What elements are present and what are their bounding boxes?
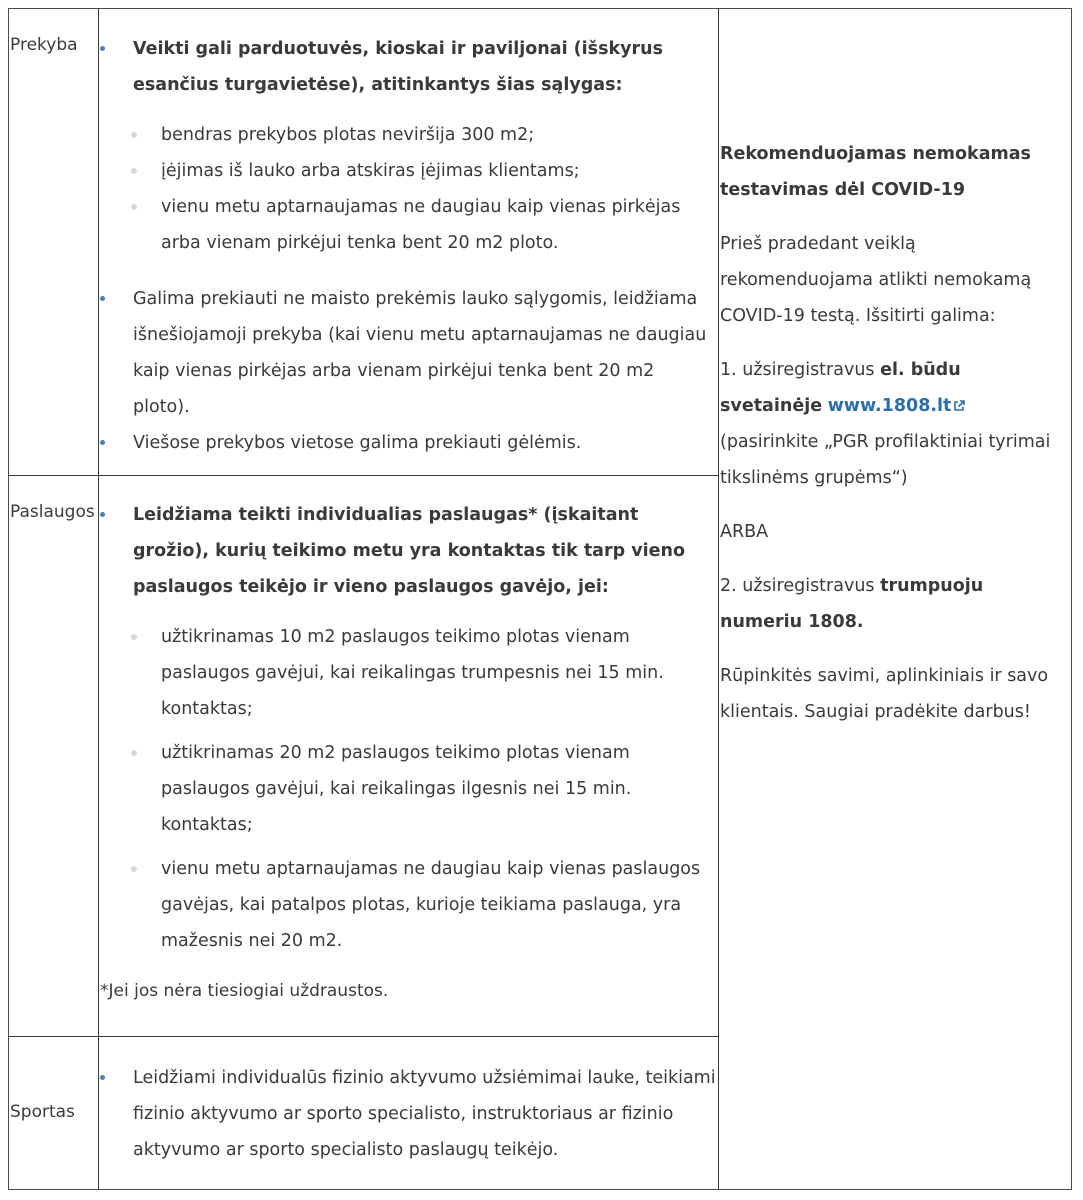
side-content: [720, 136, 1060, 730]
option-1-prefix: 1. užsiregistravus: [720, 360, 881, 380]
option-2-bold: trumpuoju numeriu 1808.: [720, 576, 984, 632]
prekyba-sub-2: įėjimas iš lauko arba atskiras įėjimas klientams;: [161, 161, 580, 181]
list-item: [100, 281, 716, 425]
bullet-icon: [100, 440, 105, 445]
sub-bullet-icon: [131, 168, 137, 174]
prekyba-sub-1: bendras prekybos plotas neviršija 300 m2;: [161, 125, 535, 145]
list-item: [100, 851, 716, 959]
paslaugos-main-text: Leidžiama teikti individualias paslaugas* (įskaitant grožio), kurių teikimo metu yra kontaktas tik tarp vieno paslaugos teikėjo ir vieno paslaugos gavėjo, jei:: [133, 505, 686, 597]
bullet-icon: [100, 296, 105, 301]
list-item: [100, 425, 716, 461]
sub-bullet-icon: [131, 132, 137, 138]
category-prekyba: Prekyba: [10, 35, 78, 55]
category-sportas: Sportas: [10, 1102, 75, 1122]
paslaugos-content: [100, 497, 716, 1009]
list-item: [100, 619, 716, 727]
prekyba-sub-3: vienu metu aptarnaujamas ne daugiau kaip vienas pirkėjas arba vienam pirkėjui tenka bent 20 m2 ploto.: [161, 197, 681, 253]
list-item: [100, 497, 716, 605]
row-divider-1: [8, 475, 719, 476]
bullet-icon: [100, 46, 105, 51]
sub-bullet-icon: [131, 634, 137, 640]
paslaugos-sub-3: vienu metu aptarnaujamas ne daugiau kaip vienas paslaugos gavėjas, kai patalpos plotas, kurioje teikiama paslauga, yra mažesnis nei 20 m2.: [161, 859, 701, 951]
prekyba-main-text: Veikti gali parduotuvės, kioskai ir paviljonai (išskyrus esančius turgavietėse), atitinkantys šias sąlygas:: [133, 39, 664, 95]
list-item: [100, 735, 716, 843]
side-heading: Rekomenduojamas nemokamas testavimas dėl COVID-19: [720, 144, 1031, 200]
list-item: [100, 31, 716, 103]
paslaugos-sub-1: užtikrinamas 10 m2 paslaugos teikimo plotas vienam paslaugos gavėjui, kai reikalingas trumpesnis nei 15 min. kontaktas;: [161, 627, 664, 719]
paslaugos-sub-2: užtikrinamas 20 m2 paslaugos teikimo plotas vienam paslaugos gavėjui, kai reikalingas ilgesnis nei 15 min. kontaktas;: [161, 743, 632, 835]
sub-bullet-icon: [131, 866, 137, 872]
column-divider-right: [718, 8, 719, 1190]
list-item: [100, 189, 716, 261]
side-option-1: [720, 352, 1060, 496]
prekyba-content: [100, 31, 716, 461]
column-divider-left: [98, 8, 99, 1190]
sportas-bullet: Leidžiami individualūs fizinio aktyvumo užsiėmimai lauke, teikiami fizinio aktyvumo ar sporto specialisto, instruktoriaus ar fizinio aktyvumo ar sporto specialisto paslaugų teikėjo.: [133, 1068, 716, 1160]
side-intro: Prieš pradedant veiklą rekomenduojama atlikti nemokamą COVID-19 testą. Išsitirti galima:: [720, 234, 1032, 326]
side-option-2: [720, 568, 1060, 640]
option-1-suffix: (pasirinkite „PGR profilaktiniai tyrimai tikslinėms grupėms“): [720, 432, 1051, 488]
row-divider-2: [8, 1036, 719, 1037]
bullet-icon: [100, 512, 105, 517]
list-item: [100, 117, 716, 153]
sub-bullet-icon: [131, 750, 137, 756]
link-1808[interactable]: www.1808.lt: [827, 396, 952, 416]
prekyba-bullet-2: Galima prekiauti ne maisto prekėmis lauko sąlygomis, leidžiama išnešiojamoji prekyba (kai vienu metu aptarnaujamas ne daugiau kaip vienas pirkėjas arba vienam pirkėjui tenka bent 20 m2 ploto).: [133, 289, 707, 417]
prekyba-bullet-3: Viešose prekybos vietose galima prekiauti gėlėmis.: [133, 433, 582, 453]
category-paslaugos: Paslaugos: [10, 502, 95, 522]
option-2-prefix: 2. užsiregistravus: [720, 576, 881, 596]
list-item: [100, 153, 716, 189]
bullet-icon: [100, 1075, 105, 1080]
option-1-bold: el. būdu svetainėje: [720, 360, 961, 416]
sportas-content: [100, 1060, 716, 1168]
side-closing: Rūpinkitės savimi, aplinkiniais ir savo klientais. Saugiai pradėkite darbus!: [720, 666, 1049, 722]
side-or: ARBA: [720, 522, 769, 542]
list-item: [100, 1060, 716, 1168]
paslaugos-footnote: *Jei jos nėra tiesiogiai uždraustos.: [100, 981, 389, 1001]
external-link-icon[interactable]: [953, 400, 965, 412]
sub-bullet-icon: [131, 204, 137, 210]
